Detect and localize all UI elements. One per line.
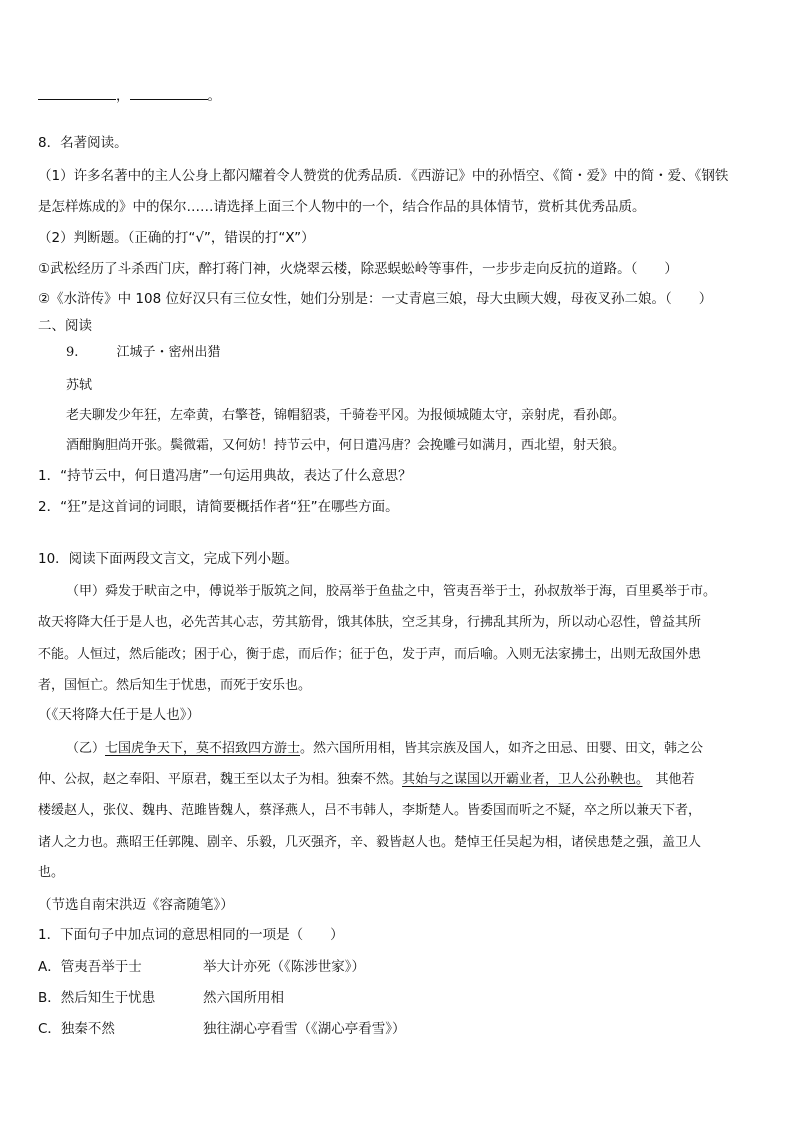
question-9-header	[66, 343, 764, 363]
poem-line-1: 老夫聊发少年狂，左牵黄，右擎苍，锦帽貂裘，千骑卷平冈。为报倾城随太守，亲射虎，看孙郎。	[66, 408, 626, 423]
option-a-right: 举大计亦死（《陈涉世家》）	[203, 959, 365, 975]
passage-yi-label: （乙）	[66, 741, 106, 756]
question-10-title: 10．阅读下面两段文言文，完成下列小题。	[38, 551, 299, 567]
passage-jia-line-4: 者，国恒亡。然后知生于忧患，而死于安乐也。	[38, 678, 312, 693]
passage-yi-line-3: 楼缓赵人，张仪、魏冉、范雎皆魏人，蔡泽燕人，吕不韦韩人，李斯楚人。皆委国而听之不疑，卒之所以兼天下者，	[38, 803, 702, 818]
passage-yi-text: 其他若	[642, 772, 695, 787]
option-b-left: B．然后知生于忧患	[38, 990, 156, 1006]
period: 。	[207, 88, 221, 104]
section-heading: 二、阅读	[38, 318, 92, 334]
poem-author: 苏轼	[66, 378, 93, 393]
underlined-sentence-1: 七国虎争天下，莫不招致四方游士	[105, 741, 301, 756]
option-c	[38, 1019, 764, 1039]
option-b	[38, 988, 764, 1008]
passage-yi-text: 仲、公叔，赵之奉阳、平原君，魏王至以太子为相。独秦不然。	[38, 772, 403, 787]
option-a-left: A．管夷吾举于士	[38, 959, 142, 975]
question-10-sub1: 1．下面句子中加点词的意思相同的一项是（ ）	[38, 927, 344, 943]
passage-jia-line-1: （甲）舜发于畎亩之中，傅说举于版筑之间，胶鬲举于鱼盐之中，管夷吾举于士，孙叔敖举于海，百里奚举于市。	[66, 584, 717, 599]
answer-blank	[130, 86, 208, 100]
poem-title: 江城子・密州出猎	[116, 345, 221, 360]
option-c-left: C．独秦不然	[38, 1021, 115, 1037]
poem-line-2: 酒酣胸胆尚开张。鬓微霜，又何妨！持节云中，何日遣冯唐？会挽雕弓如满月，西北望，射天狼。	[66, 438, 626, 453]
question-9-sub1: 1．“持节云中，何日遣冯唐”一句运用典故，表达了什么意思？	[38, 468, 412, 484]
question-8-title: 8．名著阅读。	[38, 135, 128, 151]
passage-yi-line-1	[38, 739, 764, 759]
underlined-sentence-2: 其始与之谋国以开霸业者，卫人公孙鞅也。	[402, 772, 643, 787]
option-b-right: 然六国所用相	[203, 990, 284, 1006]
passage-yi-source: （节选自南宋洪迈《容斋随笔》）	[38, 897, 234, 913]
passage-jia-line-2: 故天将降大任于是人也，必先苦其心志，劳其筋骨，饿其体肤，空乏其身，行拂乱其所为，所以动心忍性，曾益其所	[38, 615, 702, 630]
judgment-item-2: ②《水浒传》中 108 位好汉只有三位女性，她们分别是：一丈青扈三娘，母大虫顾大嫂，母夜叉孙二娘。（ ）	[38, 291, 713, 307]
passage-jia-source: （《天将降大任于是人也》）	[38, 707, 200, 723]
passage-yi-line-5: 也。	[38, 865, 65, 880]
question-8-part1-line2: 是怎样炼成的》中的保尔……请选择上面三个人物中的一个，结合作品的具体情节，赏析其优秀品质。	[38, 199, 646, 215]
passage-jia-line-3: 不能。人恒过，然后能改；困于心，衡于虑，而后作；征于色，发于声，而后喻。入则无法家拂士，出则无敌国外患	[38, 647, 702, 662]
question-8-part2: （2）判断题。（正确的打“√”，错误的打“X”）	[38, 230, 315, 246]
judgment-item-1: ①武松经历了斗杀西门庆，醉打蒋门神，火烧翠云楼，除恶蜈蚣岭等事件，一步步走向反抗的道路。（ ）	[38, 261, 678, 277]
question-8-part1-line1: （1）许多名著中的主人公身上都闪耀着令人赞赏的优秀品质．《西游记》中的孙悟空、《简・爱》中的简・爱、《钢铁	[38, 168, 729, 184]
question-9-number: 9.	[66, 345, 79, 360]
passage-yi-line-2	[38, 770, 764, 790]
passage-yi-text: 。然六国所用相，皆其宗族及国人，如齐之田忌、田婴、田文，韩之公	[300, 741, 704, 756]
option-a	[38, 957, 764, 977]
comma: ，	[116, 88, 130, 104]
passage-yi-line-4: 诸人之力也。燕昭王任郭隗、剧辛、乐毅，几灭强齐，辛、毅皆赵人也。楚悼王任吴起为相，诸侯患楚之强，盖卫人	[38, 835, 702, 850]
answer-blank	[38, 86, 116, 100]
fill-in-blank-line	[38, 86, 764, 106]
question-9-sub2: 2．“狂”是这首词的词眼，请简要概括作者“狂”在哪些方面。	[38, 499, 399, 515]
option-c-right: 独往湖心亭看雪（《湖心亭看雪》）	[203, 1021, 406, 1037]
